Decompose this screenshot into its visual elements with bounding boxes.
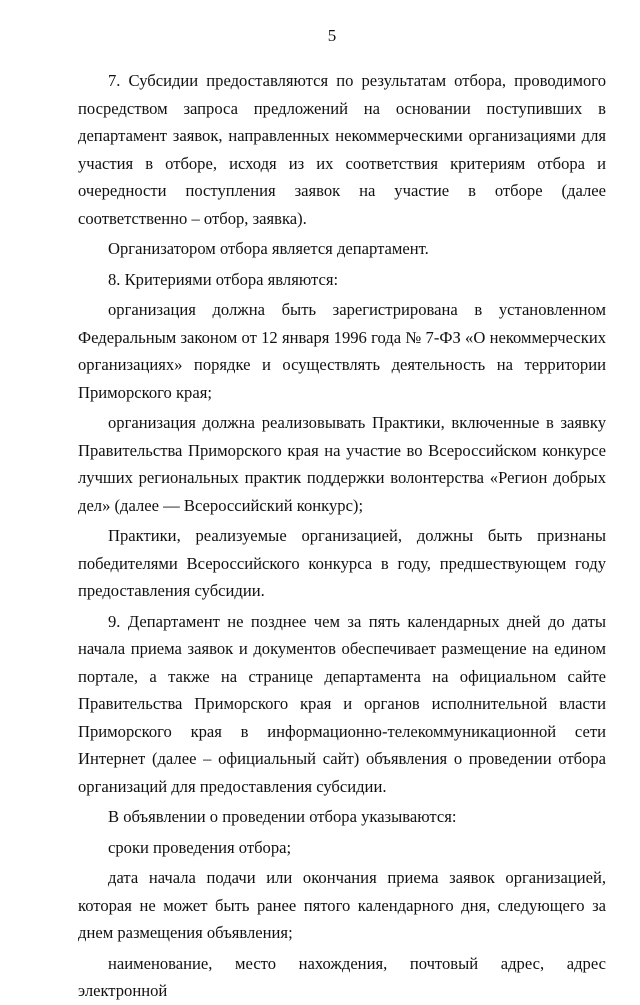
paragraph-announcement-deadlines: сроки проведения отбора; [108,837,292,857]
document-body [78,67,606,1005]
paragraph-organizer: Организатором отбора является департамент. [108,239,429,258]
paragraph-item-9: 9. Департамент не позднее чем за пять календарных дней до даты начала приема заявок и документов обеспечивает размещение на едином портале, а также на странице департамента на официальном сайте Правительства Приморского края и органов исполнительной власти Приморского края в информационно-телекоммуникационной сети Интернет (далее – официальный сайт) объявления о проведении отбора организаций для предоставления субсидии. [78,611,606,796]
paragraph-announcement-start-date: дата начала подачи или окончания приема заявок организацией, которая не может быть ранее пятого календарного дня, следующего за днем размещения объявления; [78,868,606,942]
paragraph-announcement-name-address: наименование, место нахождения, почтовый адрес, адрес электронной [78,953,606,1000]
paragraph-criterion-practices: организация должна реализовывать Практики, включенные в заявку Правительства Приморского края на участие во Всероссийском конкурсе лучших региональных практик поддержки волонтерства «Регион добрых дел» (далее — Всероссийский конкурс); [78,413,606,515]
paragraph-item-8: 8. Критериями отбора являются: [108,269,339,289]
paragraph-criterion-registration: организация должна быть зарегистрирована в установленном Федеральным законом от 12 января 1996 года № 7-ФЗ «О некоммерческих организациях» порядке и осуществлять деятельность на территории Приморского края; [78,300,606,402]
paragraph-announcement-intro: В объявлении о проведении отбора указываются: [108,807,457,826]
paragraph-item-7: 7. Субсидии предоставляются по результатам отбора, проводимого посредством запроса предложений на основании поступивших в департамент заявок, направленных некоммерческими организациями для участия в отборе, исходя из их соответствия критериям отбора и очередности поступления заявок на участие в отборе (далее соответственно – отбор, заявка). [78,71,606,228]
page-number: 5 [327,26,337,45]
paragraph-criterion-winners: Практики, реализуемые организацией, должны быть признаны победителями Всероссийского конкурса в году, предшествующем году предоставления субсидии. [78,526,606,600]
